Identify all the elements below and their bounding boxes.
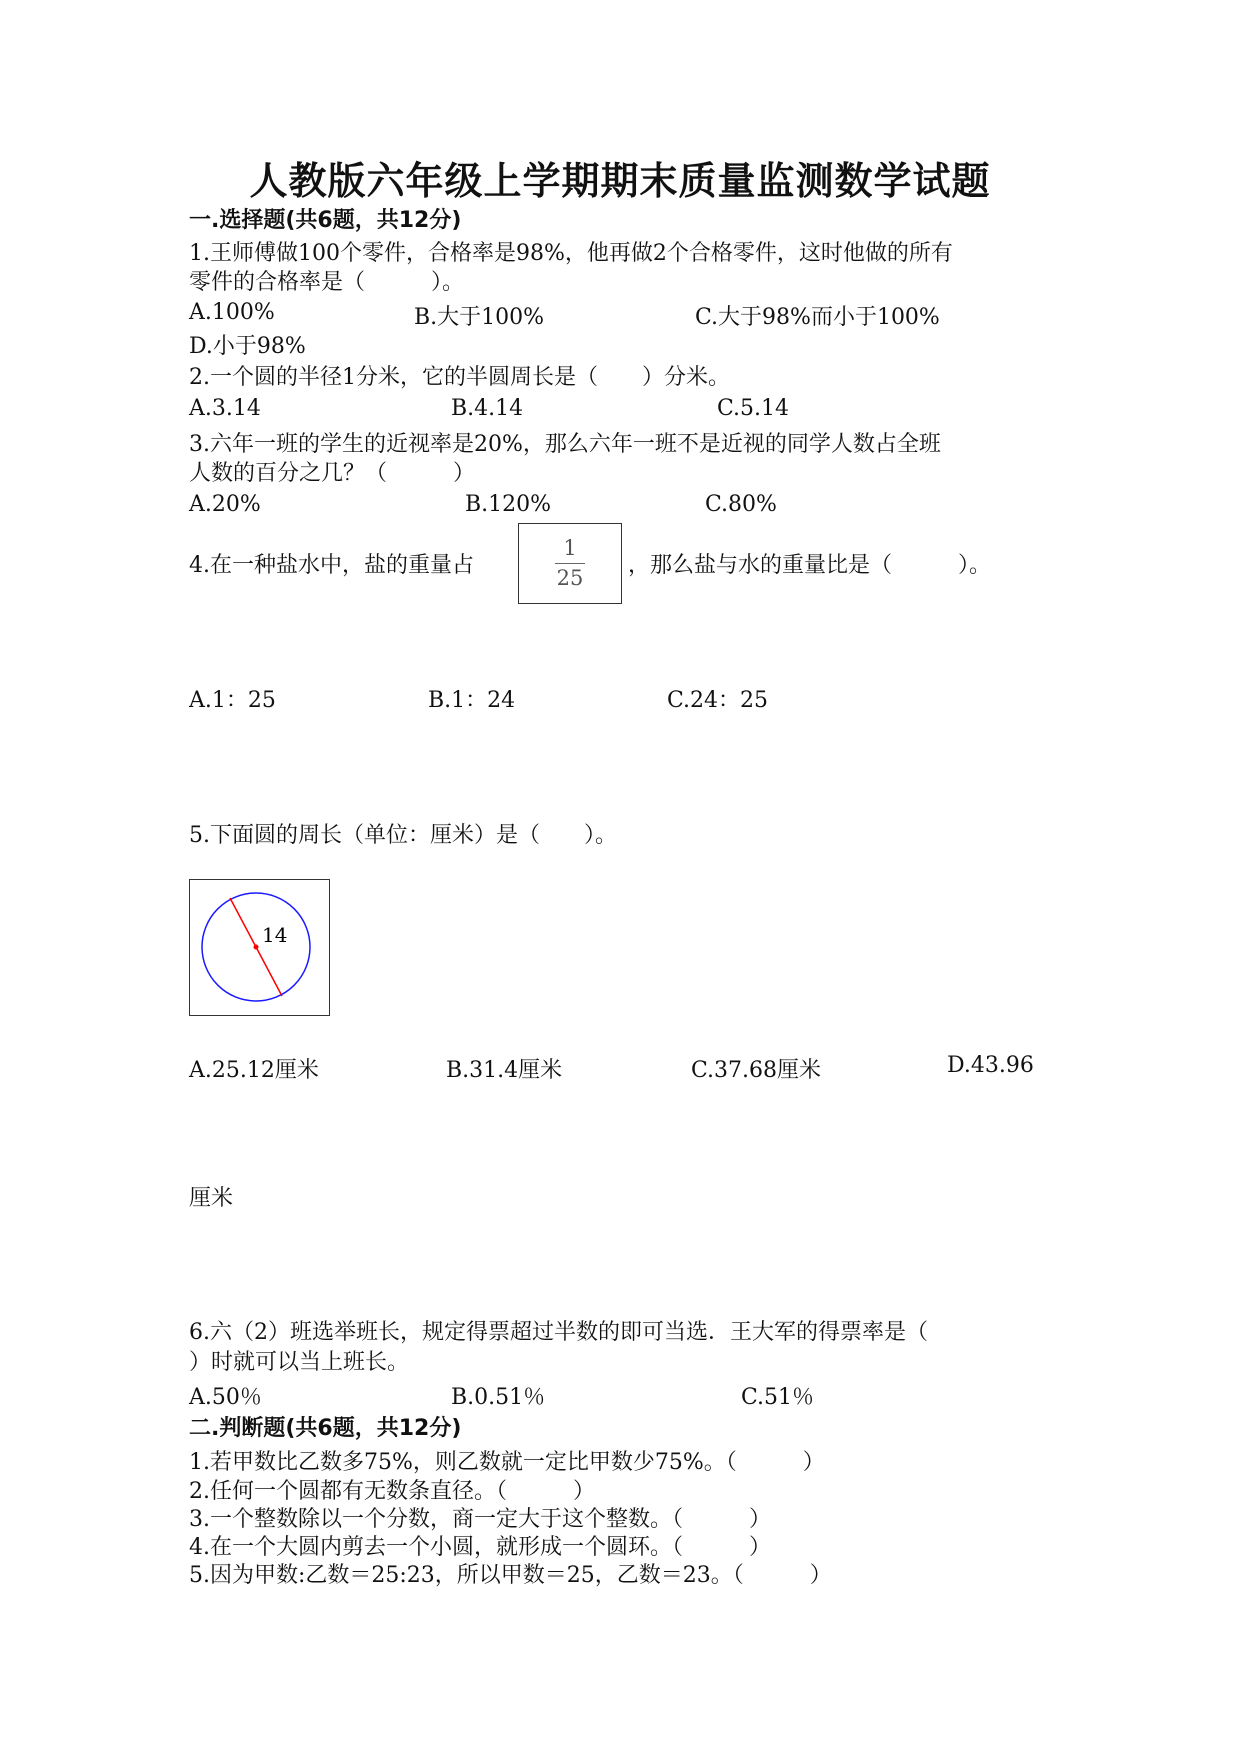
question-5-option-a: A.25.12厘米 [189, 1058, 319, 1083]
fraction-numerator: 1 [563, 536, 577, 560]
question-2-line-1: 2.一个圆的半径1分米，它的半圆周长是（ ）分米。 [189, 365, 730, 390]
judgement-item-3: 3.一个整数除以一个分数，商一定大于这个整数。（ ） [189, 1507, 771, 1532]
fraction-one-twenty-fifth [519, 536, 621, 590]
question-6-option-a: A.50％ [189, 1385, 262, 1410]
question-4-option-b: B.1：24 [428, 688, 516, 713]
question-3-option-b: B.120% [465, 492, 552, 517]
question-1-option-a: A.100% [189, 300, 275, 325]
question-1-option-b: B.大于100% [414, 305, 545, 330]
question-1-line-1: 1.王师傅做100个零件，合格率是98%，他再做2个合格零件，这时他做的所有 [189, 241, 953, 266]
question-5-option-d-wrap: 厘米 [189, 1186, 234, 1211]
question-4-option-a: A.1：25 [189, 688, 276, 713]
circle-diameter-label: 14 [262, 923, 288, 947]
question-2-option-b: B.4.14 [451, 396, 524, 421]
question-6-line-2: ）时就可以当上班长。 [189, 1350, 410, 1375]
question-6-line-1: 6.六（2）班选举班长，规定得票超过半数的即可当选．王大军的得票率是（ [189, 1320, 928, 1345]
question-3-option-a: A.20% [189, 492, 261, 517]
question-1-option-d: D.小于98% [189, 334, 306, 359]
fraction-figure [518, 523, 622, 604]
question-4-option-c: C.24：25 [667, 688, 769, 713]
circle-figure [189, 879, 330, 1016]
question-4-text-after: ，那么盐与水的重量比是（ ）。 [628, 553, 992, 578]
question-5-line-1: 5.下面圆的周长（单位：厘米）是（ ）。 [189, 823, 617, 848]
circle-diagram [190, 880, 329, 1015]
section-heading-choice: 一.选择题(共6题，共12分) [189, 208, 462, 233]
fraction-denominator: 25 [556, 566, 584, 590]
question-6-option-b: B.0.51％ [451, 1385, 546, 1410]
question-5-option-c: C.37.68厘米 [691, 1058, 822, 1083]
question-3-line-2: 人数的百分之几？（ ） [189, 461, 476, 486]
question-2-option-a: A.3.14 [189, 396, 261, 421]
question-6-option-c: C.51％ [741, 1385, 815, 1410]
question-4-text-before: 4.在一种盐水中，盐的重量占 [189, 553, 474, 578]
judgement-item-1: 1.若甲数比乙数多75%，则乙数就一定比甲数少75%。（ ） [189, 1450, 825, 1475]
question-3-line-1: 3.六年一班的学生的近视率是20%，那么六年一班不是近视的同学人数占全班 [189, 432, 941, 457]
judgement-item-4: 4.在一个大圆内剪去一个小圆，就形成一个圆环。（ ） [189, 1535, 771, 1560]
circle-center-point [254, 945, 259, 950]
page-title: 人教版六年级上学期期末质量监测数学试题 [249, 159, 991, 203]
question-2-option-c: C.5.14 [717, 396, 790, 421]
question-5-option-b: B.31.4厘米 [446, 1058, 563, 1083]
question-5-option-d: D.43.96 [947, 1053, 1034, 1078]
question-1-line-2: 零件的合格率是（ ）。 [189, 270, 465, 295]
question-3-option-c: C.80% [705, 492, 777, 517]
section-heading-judgement: 二.判断题(共6题，共12分) [189, 1416, 462, 1441]
judgement-item-5: 5.因为甲数:乙数＝25:23，所以甲数＝25，乙数＝23。（ ） [189, 1563, 832, 1588]
judgement-item-2: 2.任何一个圆都有无数条直径。（ ） [189, 1479, 595, 1504]
fraction-bar [555, 563, 585, 564]
question-1-option-c: C.大于98%而小于100% [695, 305, 940, 330]
